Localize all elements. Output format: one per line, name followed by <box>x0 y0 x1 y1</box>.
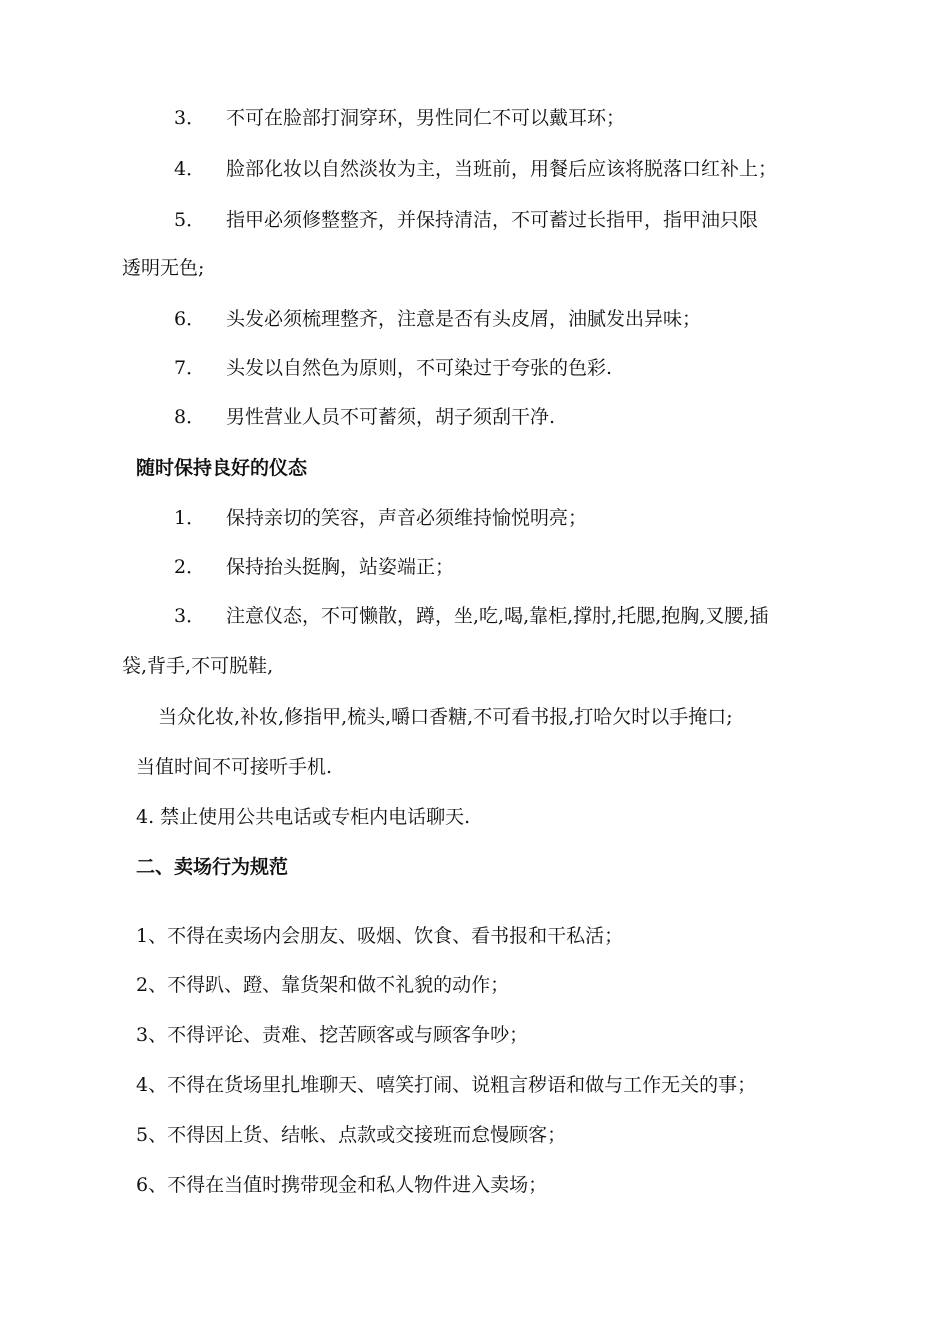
list-item-continuation: 透明无色; <box>122 257 205 279</box>
list-item <box>174 307 701 331</box>
item-text: 头发以自然色为原则，不可染过于夸张的色彩. <box>226 357 613 379</box>
item-number: 8． <box>174 406 206 428</box>
list-item: 4、不得在货场里扎堆聊天、嘻笑打闹、说粗言秽语和做与工作无关的事； <box>136 1074 757 1096</box>
item-text: 保持抬头挺胸，站姿端正； <box>226 556 455 578</box>
item-number: 7． <box>174 357 206 379</box>
item-number: 4． <box>174 158 206 180</box>
list-item <box>174 157 777 181</box>
item-text: 注意仪态，不可懒散，蹲，坐,吃,喝,靠柜,撑肘,托腮,抱胸,叉腰,插 <box>226 605 769 627</box>
list-item: 6、不得在当值时携带现金和私人物件进入卖场； <box>136 1174 548 1196</box>
list-item: 5、不得因上货、结帐、点款或交接班而怠慢顾客； <box>136 1124 567 1146</box>
section-heading-conduct: 二、卖场行为规范 <box>136 856 289 878</box>
item-text: 保持亲切的笑容，声音必须维持愉悦明亮； <box>226 507 588 529</box>
list-item: 2、不得趴、蹬、靠货架和做不礼貌的动作； <box>136 974 510 996</box>
list-item <box>174 208 758 232</box>
item-number: 1． <box>174 507 206 529</box>
item-text: 脸部化妆以自然淡妆为主，当班前，用餐后应该将脱落口红补上； <box>226 158 778 180</box>
item-number: 3． <box>174 107 206 129</box>
item-number: 6． <box>174 308 206 330</box>
item-number: 5． <box>174 209 206 231</box>
list-item <box>174 604 768 628</box>
list-item <box>174 356 612 380</box>
paragraph-line: 当值时间不可接听手机. <box>136 756 333 778</box>
list-item <box>174 106 625 130</box>
item-number: 3． <box>174 605 206 627</box>
list-item: 3、不得评论、责难、挖苦顾客或与顾客争吵； <box>136 1024 529 1046</box>
item-text: 指甲必须修整整齐，并保持清洁，不可蓄过长指甲，指甲油只限 <box>226 209 759 231</box>
section-heading-demeanor: 随时保持良好的仪态 <box>136 457 308 479</box>
item-text: 头发必须梳理整齐，注意是否有头皮屑，油腻发出异味； <box>226 308 702 330</box>
list-item <box>174 506 587 530</box>
list-item <box>174 405 555 429</box>
item-text: 男性营业人员不可蓄须，胡子须刮干净. <box>226 406 556 428</box>
list-item: 1、不得在卖场内会朋友、吸烟、饮食、看书报和干私活； <box>136 925 624 947</box>
list-item <box>174 555 454 579</box>
list-item-continuation: 袋,背手,不可脱鞋, <box>122 655 274 677</box>
paragraph-line: 4. 禁止使用公共电话或专柜内电话聊天. <box>136 806 471 828</box>
item-text: 不可在脸部打洞穿环，男性同仁不可以戴耳环； <box>226 107 626 129</box>
item-number: 2． <box>174 556 206 578</box>
paragraph-line: 当众化妆,补妆,修指甲,梳头,嚼口香糖,不可看书报,打哈欠时以手掩口; <box>158 706 733 728</box>
